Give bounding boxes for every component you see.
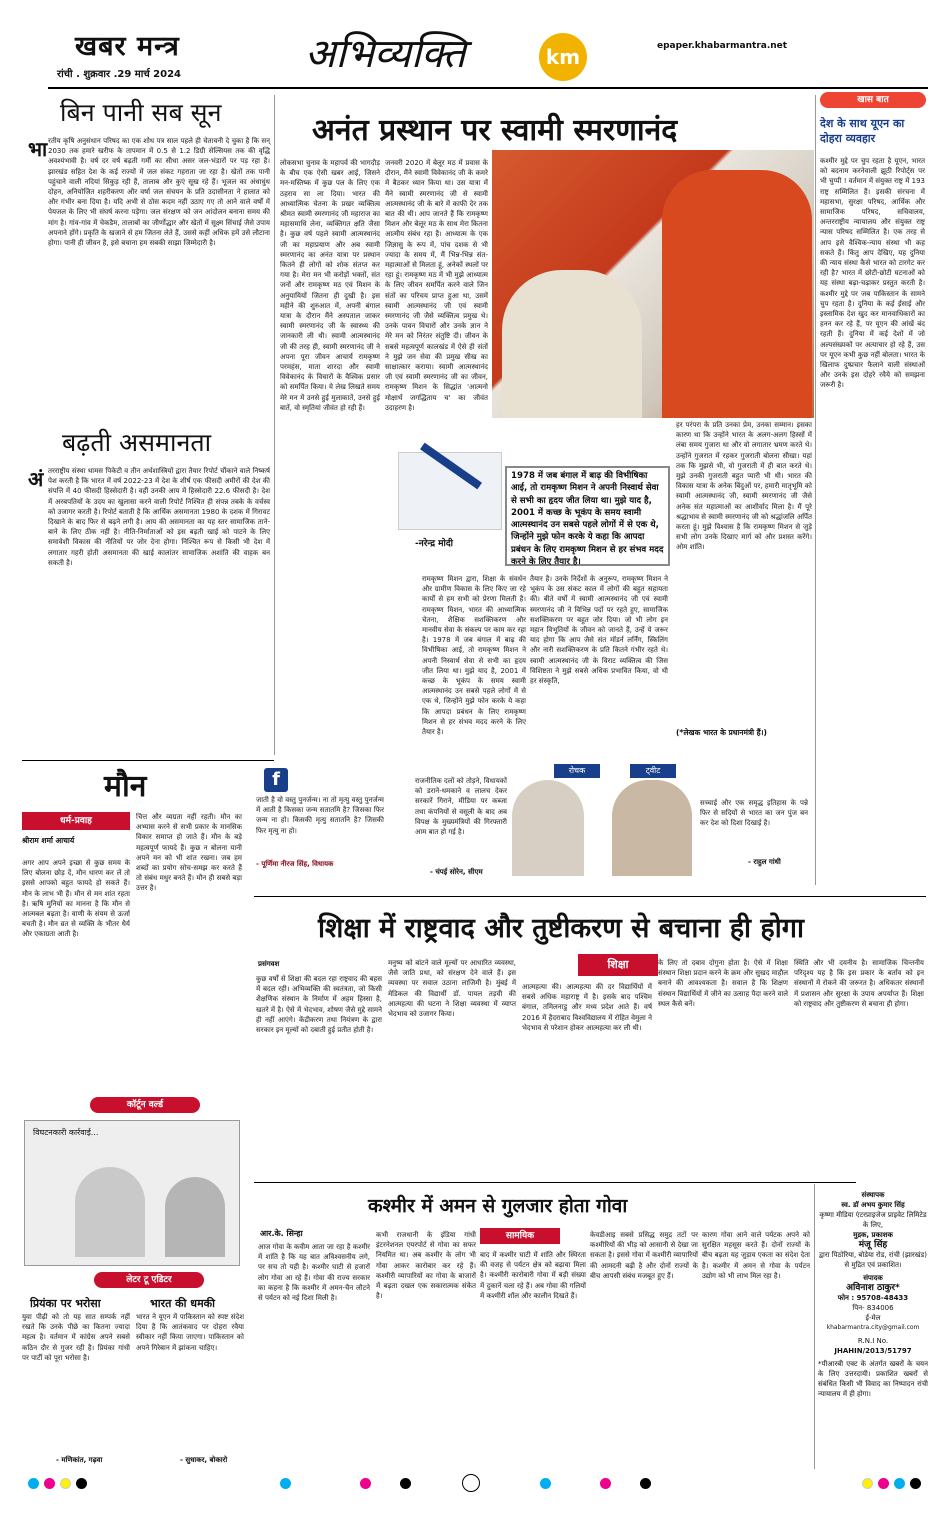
facebook-icon: f xyxy=(264,768,288,792)
pullquote-byline: -नरेन्द्र मोदी xyxy=(415,539,453,549)
shiksha-col2: मनुष्य को बांटने वाले मूल्यों पर आधारित व्यवस्था, जैसे जाति प्रथा, को संरक्षण देने वाले हैं। इस व्यवस्था पर सवाल उठाना लाजिमी है। मुंबई में मेडिकल की विद्यार्थी डॉ. पायल तड़वी की आत्महत्या की घटना ने शिक्षा व्यवस्था में व्याप्त भेदभाव को उजागर किया। xyxy=(388,959,516,1019)
divider xyxy=(815,95,816,885)
editorial2-body: तरराष्ट्रीय संस्था थामस पिकेटी व तीन अर्थशास्त्रियों द्वारा तैयार रिपोर्ट चौंकाने वाले निष्कर्ष पेश करती है कि भारत में वर्ष 2022-23 में देश के शीर्ष एक फीसदी अमीरों की देश की संपत्ति में 40 फीसदी हिस्सेदारी है। वहीं उनकी आय में हिस्सेदारी 22.6 फीसदी है। देश में अरबपतियों के उदय का खुलासा करने वाली रिपोर्ट निश्चित ही संपन्न तबके के वर्चस्व को उजागर करती है। रिपोर्ट बताती है कि आर्थिक असमानता 1980 के दशक में गिरावट दिखाने के बाद फिर से बढ़ने लगी है। आय की असमानता का यह स्तर सामाजिक ताने-बाने के लिए ठीक नहीं है। नीति-निर्माताओं को इस बढ़ती खाई को पाटने के लिए समावेशी विकास की नीतियों पर जोर देना होगा। निश्चित रूप से किसी भी देश में लगातार गहरी होती असमानता की खाई कालांतर सामाजिक अशांति की वाहक बन सकती है। xyxy=(48,467,270,567)
author-note: (*लेखक भारत के प्रधानमंत्री हैं।) xyxy=(676,728,767,737)
cartoon-figure xyxy=(75,1167,145,1257)
paper-name: खबर मन्त्र xyxy=(75,31,180,62)
main-col3: रामकृष्ण मिशन द्वारा, शिक्षा के संवर्धन और ग्रामीण विकास के लिए किए जा रहे कार्यों से हम सभी को प्रेरणा मिलती है। रामकृष्ण मिशन, भारत की आध्यात्मिक चेतना, शैक्षिक सशक्तिकरण और मानवीय सेवा के संकल्प पर काम कर रहा है। 1978 में जब बंगाल में बाढ़ की विभीषिका आई, तो रामकृष्ण मिशन ने अपनी निस्वार्थ सेवा से सभी का हृदय जीत लिया था। मुझे याद है, 2001 में कच्छ के भूकंप के समय स्वामी आत्मस्थानंद उन सबसे पहले लोगों में से एक थे, जिन्होंने मुझे फोन करके ये कहा कि आपदा प्रबंधन के लिए रामकृष्ण मिशन से हर संभव मदद करने के लिए तैयार है। xyxy=(422,575,526,737)
section-rule xyxy=(254,896,926,897)
main-col5: हर परंपरा के प्रति उनका प्रेम, उनका सम्मान। इसका कारण था कि उन्होंने भारत के अलग-अलग हिस्सों में लंबा समय गुजारा था और वो लगातार भ्रमण करते थे। उन्होंने गुजरात में रहकर गुजराती बोलना सीखा। यहां तक कि मुझसे भी, वो गुजराती में ही बात करते थे। मुझे उनकी गुजराती बहुत प्यारी भी थी। भारत की विकास यात्रा के अनेक बिंदुओं पर, हमारी मातृभूमि को स्वामी आत्मस्थानंद जी, स्वामी स्मरणानंद जी जैसे अनेक संत महात्माओं का आशीर्वाद मिला है। मैं पूरे श्रद्धाभाव से स्वामी स्मरणानंद जी को श्रद्धांजलि अर्पित करता हूं। मुझे विश्वास है कि रामकृष्ण मिशन से जुड़े सभी लोग उनके दिखाए मार्ग को और प्रशस्त करेंगे। ओम शांति। xyxy=(676,421,812,552)
moun-title: मौन xyxy=(104,769,147,804)
imprint-line: JHAHIN/2013/51797 xyxy=(834,1347,912,1355)
letter1-body: युवा पीढ़ी को तो यह सात सम्पर्क नहीं रखते कि उनके पीछे का कितना ज्यादा महत्व है। वर्तमान में कांग्रेस अपने सबसे कठिन दौर से गुजर रही है। प्रियंका गांधी पर पार्टी को पूरा भरोसा है। xyxy=(22,1313,130,1362)
editorial1-title: बिन पानी सब सून xyxy=(60,98,222,127)
tweet2-author: - राहुल गांधी xyxy=(748,858,781,866)
section-title: अभिव्यक्ति xyxy=(305,31,466,77)
kashmir-author: आर.के. सिन्हा xyxy=(260,1229,303,1238)
imprint-line: मुद्रक, प्रकाशक xyxy=(853,1231,893,1239)
tweet2-text: सच्चाई और एक समृद्ध इतिहास के पन्ने फिर से सदियों से भारत का जन पुंज बन कर देश को दिशा दिखाई है। xyxy=(700,799,808,828)
registration-dot xyxy=(44,1478,55,1489)
shiksha-col1: कुछ वर्षों से शिक्षा की बदल रहा राष्ट्रवाद की बहस में बदल रही। अभिव्यक्ति की स्वतंत्रता, जो किसी शैक्षणिक संस्थान के निर्माण में अहम हिस्सा है, खतरे में है। ऐसे में भेदभाव, शोषण जैसे मुद्दे सामने ही नहीं आएंगे। केंद्रीकरण तथा नियंत्रण के द्वारा सरकार इन मूल्यों को दबाती हुई प्रतीत होती है। xyxy=(256,975,382,1035)
imprint-line: R.N.I No. xyxy=(857,1337,889,1345)
moun-author: श्रीराम शर्मा आचार्य xyxy=(22,836,75,845)
main-col2: जनवरी 2020 में बेलूर मठ में प्रवास के दौरान, मैंने स्वामी विवेकानंद जी के कमरे में बैठकर ध्यान किया था। उस यात्रा में मैंने स्वामी स्मरणानंद जी से स्वामी आत्मस्थानंद जी के बारे में काफी देर तक बात की थी। आप जानते हैं कि रामकृष्ण मिशन और बेलूर मठ के साथ मेरा कितना आत्मीय संबंध रहा है। आध्यात्म के एक जिज्ञासु के रूप में, पांच दशक से भी ज्यादा के समय में, मैं भिन्न-भिन्न संत-महात्माओं से मिलता हूं, अनेकों स्थलों पर रहा हूं। रामकृष्ण मठ में भी मुझे आध्यात्म के लिए जीवन समर्पित करने वाले जिन संतों का परिचय प्राप्त हुआ था, उसमें स्वामी आत्मस्थानंद जी एवं स्वामी स्मरणानंद जी जैसे व्यक्तित्व प्रमुख थे। उनके पावन विचारों और उनके ज्ञान ने मेरे मन को निरंतर संतुष्टि दी। जीवन के सबसे महत्वपूर्ण कालखंड में ऐसे ही संतों ने मुझे जन सेवा की प्रमुख सीख का साक्षात्कार कराया। स्वामी आत्मस्थानंद जी एवं स्वामी स्मरणानंद जी का जीवन, रामकृष्ण मिशन के सिद्धांत 'आत्मनो मोक्षार्थं जगद्धिताय च' का जीवंत उदाहरण है। xyxy=(385,159,488,412)
imprint-line: संपादक xyxy=(863,1274,883,1282)
letter2-sign: - सुधाकर, बोकारो xyxy=(180,1456,228,1464)
editorial2-title: बढ़ती असमानता xyxy=(62,428,212,457)
tweet1-text: राजनीतिक दलों को तोड़ने, विधायकों को डराने-धमकाने व लालच देकर सरकारें गिराने, मीडिया पर कब्जा तथा कंपनियों से वसूली के बाद अब विपक्ष के मुख्यमंत्रियों की गिरफ्तारी आम बात हो गई है। xyxy=(415,777,507,837)
registration-dot xyxy=(640,1478,651,1489)
imprint-line: संस्थापक xyxy=(861,1191,885,1199)
dateline: रांची . शुक्रवार .29 मार्च 2024 xyxy=(57,69,182,80)
imprint-line: कृष्णा मीडिया एंटरप्राइजेज प्राइवेट लिमिटेड के लिए, xyxy=(819,1211,927,1229)
section-rule xyxy=(22,760,274,761)
cartoon-figure xyxy=(165,1177,225,1257)
registration-dot xyxy=(540,1478,551,1489)
kashmir-col2: कभी राजधानी के इंडिया गांधी इंटरनेशनल एयरपोर्ट से गोवा का सफर नियमित था। अब कश्मीर के लोग भी गोवा आकर कारोबार कर रहे हैं। कश्मीरी व्यापारियों का गोवा के बाजारों में बढ़ता दखल एक सकारात्मक संकेत है। xyxy=(376,1231,476,1301)
letter2-body: भारत ने यूएन में पाकिस्तान को स्पष्ट संदेश दिया है कि आतंकवाद पर दोहरा रवैया स्वीकार नहीं किया जाएगा। पाकिस्तान को अपने गिरेबान में झांकना चाहिए। xyxy=(136,1313,244,1352)
divider xyxy=(814,1184,815,1469)
section-rule xyxy=(254,1182,856,1183)
main-headline: अनंत प्रस्थान पर स्वामी स्मरणानंद xyxy=(312,113,678,148)
kashmir-headline: कश्मीर में अमन से गुलजार होता गोवा xyxy=(368,1195,628,1217)
tweet-label-b: ट्वीट xyxy=(630,764,676,778)
tweet1-photo xyxy=(512,780,584,876)
khasbaat-label: खास बात xyxy=(820,92,926,108)
khasbaat-body: कश्मीर मुद्दे पर चुप रहता है यूएन, भारत को बदनाम करनेवाली झूठी रिपोर्ट्स पर भी चुप्पी ! वर्तमान में संयुक्त राष्ट्र में 193 राष्ट्र सम्मिलित हैं। इसकी संरचना में महासभा, सुरक्षा परिषद, आर्थिक और सामाजिक परिषद, सचिवालय, अन्तरराष्ट्रीय न्यायालय और संयुक्त राष्ट्र न्यास परिषद सम्मिलित है। एक तरह से आप इसे वैश्विक-न्याय संस्था भी कह सकते हैं। किंतु आप देखिए, यह दुनिया की न्याय संस्था कैसे भारत को टारगेट कर रही है? भारत में छोटी-छोटी घटनाओं को यह संस्था बढ़ा-चढ़ाकर प्रस्तुत करती है। कश्मीर मुद्दे पर जब पाकिस्तान के सामने चुप रहता है। दुनिया के कई ईसाई और इस्लामिक देश खुद कर मानवाधिकारों का हनन कर रहे हैं, पर यूएन की आंखें बंद रहती हैं। दुनिया में कई देशों में जो अल्पसंख्यकों पर अत्याचार हो रहे हैं, उस पर यूएन कभी कुछ नहीं बोलता। भारत के खिलाफ दुष्प्रचार फैलाने वाली संस्थाओं और उनके इस दोहरे रवैये को समझना जरूरी है। xyxy=(820,157,925,390)
crosshair-icon xyxy=(462,1474,480,1492)
registration-dot xyxy=(862,1478,873,1489)
main-col4: तैयार है। उनके निर्देशों के अनुरूप, रामकृष्ण मिशन ने भूकंप के उस संकट काल में लोगों की बहुत सहायता की। बीते वर्षों में स्वामी आत्मस्थानंद जी एवं स्वामी स्मरणानंद जी ने विभिन्न पदों पर रहते हुए, सामाजिक सशक्तिकरण पर बहुत जोर दिया। जो भी लोग इन महान विभूतियों के जीवन को जानते हैं, उन्हें ये जरूर याद होगा कि आप जैसे संत मॉडर्न लर्निंग, स्किलिंग और नारी सशक्तिकरण के प्रति कितने गंभीर रहते थे। स्वामी आत्मस्थानंद जी के विराट व्यक्तित्व की जिस विशिष्टता ने मुझे सबसे अधिक प्रभावित किया, वो थी हर संस्कृति, xyxy=(530,575,668,686)
kashmir-col5: कारण गोवा आने वाले पर्यटक अपने को सुरक्षित महसूस करते हैं। दोनों राज्यों के बीच बढ़ता यह जुड़ाव एकता का संदेश देता है। कश्मीर में अमन से गोवा के पर्यटन उद्योग को भी लाभ मिल रहा है। xyxy=(702,1231,810,1280)
letter1-title: प्रियंका पर भरोसा xyxy=(30,1297,101,1310)
letter1-sign: - मणिकांत, गढ़वा xyxy=(56,1456,103,1464)
imprint-line: ई-मेल xyxy=(865,1314,881,1322)
registration-dot xyxy=(878,1478,889,1489)
imprint-line: अविनाश ठाकुर* xyxy=(846,1283,900,1293)
registration-dot xyxy=(60,1478,71,1489)
moun-col1: अगर आप अपने इच्छा से कुछ समय के लिए बोलना छोड़ दें, मौन धारण कर लें तो इससे आपको बहुत फायदे हो सकते हैं। मौन के लाभ भी हैं। मौन से मन शांत रहता है। ऋषि मुनियों का मानना है कि मौन से आत्मबल बढ़ता है। वाणी के संयम से ऊर्जा बचती है। मौन व्रत से व्यक्ति के भीतर धैर्य और एकाग्रता आती है। xyxy=(22,859,130,939)
shiksha-col4: के लिए तो दबाव दोगुना होता है। ऐसे में शिक्षा संस्थान शिक्षा प्रदान करने के क्रम और सुखद माहौल बनाने की आवश्यकता है। सवाल है कि शिक्षण संस्थान विद्यार्थियों में जीने का उत्साह पैदा करने वाले स्थल कैसे बनें। xyxy=(658,959,788,1008)
moun-col2: चित्त और व्यग्रता नहीं रहती। मौन का अभ्यास करने से सभी प्रकार के मानसिक विकार समाप्त हो जाते हैं। मौन के बड़े महत्वपूर्ण फायदे हैं। कुछ न बोलना यानी अपने मन को भी शांत रखना। जब हम शब्दों का प्रयोग सोच-समझ कर करते हैं तो संबंध मधुर बनते हैं। मौन ही सबसे बड़ा उत्तर है। xyxy=(136,813,242,893)
registration-dot xyxy=(600,1478,611,1489)
cartoon-label: कॉर्टून वर्ल्ड xyxy=(90,1097,200,1113)
shiksha-label: शिक्षा xyxy=(578,954,658,976)
shiksha-col5: स्थिति और भी दयनीय है। सामाजिक चिन्तनीय परिदृश्य यह है कि इस प्रकार के बर्ताव को इन संस्थानों में रोकने की जरूरत है। अधिकतर संस्थानों में प्रशासन और सुरक्षा के उपाय अपर्याप्त हैं। शिक्षा को राष्ट्रवाद और तुष्टीकरण से बचाना ही होगा। xyxy=(794,959,924,1008)
cartoon-caption: विघटनकारी कार्रवाई... xyxy=(33,1128,99,1137)
facebook-author: - पूर्णिमा नीरज सिंह, विधायक xyxy=(256,860,334,868)
imprint-line: फोन : 95708-48433 xyxy=(837,1294,909,1302)
kashmir-col4: केवडीआइ सबसे प्रसिद्ध समुद्र तटों पर कश्मीरियों की भीड़ को आसानी से देखा जा सकता है। इससे गोवा में कश्मीरी व्यापारियों की आमदनी बढ़ी है और दोनों राज्यों के बीच आपसी संबंध मजबूत हुए हैं। xyxy=(590,1231,698,1280)
registration-dot xyxy=(894,1478,905,1489)
registration-dot xyxy=(400,1478,411,1489)
facebook-quote: जाती है वो वस्तु पुनर्जन्म। ना तो मृत्यु वस्तु पुनर्जन्म में आती है किसका जन्म सतातमि है? जिसका फिर जन्म ना हो। किसकी मृत्यु सतातनि है? जिसकी फिर मृत्यु ना हो। xyxy=(256,796,384,835)
shiksha-col3: आत्महत्या की। आत्महत्या की दर विद्यार्थियों में सबसे अधिक महाराष्ट्र में है। इसके बाद पश्चिम बंगाल, तमिलनाडु और मध्य प्रदेश आते हैं। वर्ष 2016 में हैदराबाद विश्वविद्यालय में रोहित वेमुला ने भेदभाव से परेशान होकर आत्महत्या कर ली थी। xyxy=(522,983,652,1032)
photo-figure-right xyxy=(662,170,812,418)
epaper-url[interactable]: epaper.khabarmantra.net xyxy=(657,41,788,51)
shiksha-sublabel: प्रसंगवश xyxy=(258,960,280,968)
kashmir-col1: आज गोवा के कवीम आता जा रहा है कश्मीर में शांति है कि यह बात अविश्वसनीय लगे, पर सच तो यही है। कश्मीर घाटी से हजारों लोग गोवा आ रहे हैं। गोवा की राज्य सरकार का कहना है कि कश्मीर में अमन-चैन लौटने से पर्यटन को नई दिशा मिली है। xyxy=(258,1243,370,1303)
photo-figure-left xyxy=(502,270,642,418)
khasbaat-title: देश के साथ यूएन का दोहरा व्यवहार xyxy=(820,117,905,145)
logo-icon: km xyxy=(539,33,587,81)
tweet2-photo xyxy=(612,780,692,876)
divider xyxy=(274,95,275,755)
letter2-title: भारत की धमकी xyxy=(150,1297,215,1310)
imprint-line: स्व. डॉ अभय कुमार सिंह xyxy=(841,1201,905,1209)
tweet1-author: - चंपई सोरेन, सीएम xyxy=(430,868,483,876)
letters-label: लेटर टू एडिटर xyxy=(94,1272,204,1288)
editorial2-dropcap: अं xyxy=(28,467,44,491)
registration-dot xyxy=(280,1478,291,1489)
editorial1-body: रतीय कृषि अनुसंधान परिषद का एक शोध पत्र साल पहले ही चेतावनी दे चुका है कि सन् 2030 तक हमारे खरीफ के तापमान में 0.5 से 1.2 डिग्री सेल्सियस तक की वृद्धि अवश्यंभावी है। वर्ष दर वर्ष बढ़ती गर्मी का सीधा असर जल-भंडारों पर पड़ रहा है। झारखंड सहित देश के कई राज्यों में जल संकट गहराता जा रहा है। खेतों तक पानी पहुंचाने वाली नदियां सिकुड़ रही हैं, तालाब और कुएं सूख रहे हैं। भूजल का अंधाधुंध दोहन, अनियोजित शहरीकरण और वर्षा जल संचयन के प्रति उदासीनता ने हालात को और गंभीर बना दिया है। यदि अभी से ठोस कदम नहीं उठाए गए तो आने वाले वर्षों में पेयजल के लिए भी संघर्ष करना पड़ेगा। जल संरक्षण को जन आंदोलन बनाना समय की मांग है। गांव-गांव में चेकडैम, तालाबों का जीर्णोद्धार और खेतों में सूक्ष्म सिंचाई जैसे उपाय अपनाने होंगे। प्रकृति के खजाने से हम जितना लेते हैं, उससे कहीं अधिक हमें उसे लौटाना होगा। पानी ही जीवन है, इसे बचाना हम सबकी साझा जिम्मेदारी है। xyxy=(48,137,270,248)
editorial1-dropcap: भा xyxy=(28,137,48,161)
registration-dot xyxy=(76,1478,87,1489)
pullquote: 1978 में जब बंगाल में बाढ़ की विभीषिका आई, तो रामकृष्ण मिशन ने अपनी निस्वार्थ सेवा से सभी का हृदय जीत लिया था। मुझे याद है, 2001 में कच्छ के भूकंप के समय स्वामी आत्मस्थानंद उन सबसे पहले लोगों में से एक थे, जिन्होंने मुझे फोन करके ये कहा कि आपदा प्रबंधन के लिए रामकृष्ण मिशन से हर संभव मदद करने के लिए तैयार है। xyxy=(505,466,670,566)
cartoon-image xyxy=(24,1120,240,1266)
imprint-line: *पीआरबी एक्ट के अंतर्गत खबरों के चयन के लिए उत्तरदायी। प्रकाशित खबरों से संबंधित किसी भी विवाद का निष्पादन रांची न्यायालय में ही होगा। xyxy=(818,1360,928,1398)
registration-dot xyxy=(28,1478,39,1489)
moun-label: धर्म-प्रवाह xyxy=(22,812,130,830)
registration-dot xyxy=(360,1478,371,1489)
imprint-line: पिन- 834006 xyxy=(852,1304,894,1312)
imprint-line: द्वारा पिठोरिया, बोडेया रोड, रांची (झारखंड) से मुद्रित एवं प्रकाशित। xyxy=(819,1251,927,1269)
main-photo xyxy=(492,150,814,418)
masthead-rule xyxy=(48,87,928,89)
kashmir-label: सामयिक xyxy=(480,1228,560,1244)
registration-dot xyxy=(910,1478,921,1489)
tweet-label-a: रोचक xyxy=(554,764,600,778)
kashmir-col3: बाद में कश्मीर घाटी में शांति और स्थिरता की वजह से पर्यटन क्षेत्र को बढ़ावा मिला है। कश्मीरी कारोबारी गोवा में बड़ी संख्या में दुकानें चला रहे हैं। अब गोवा की गलियों में कश्मीरी शॉल और कालीन दिखते हैं। xyxy=(480,1251,586,1300)
main-col1: लोकसभा चुनाव के महापर्व की भागदौड़ के बीच एक ऐसी खबर आई, जिसने मन-मस्तिष्क में कुछ पल के लिए एक ठहराव सा ला दिया। भारत की आध्यात्मिक चेतना के प्रखर व्यक्तित्व श्रीमत स्वामी स्मरणानंद जी महाराज का महासमाधि लेना, व्यक्तिगत क्षति जैसा है। कुछ वर्ष पहले स्वामी आत्मस्थानंद जी का महाप्रयाण और अब स्वामी स्मरणानंद का अनंत यात्रा पर प्रस्थान कितने ही लोगों को शोक संतप्त कर गया है। मेरा मन भी करोड़ों भक्तों, संत जनों और रामकृष्ण मठ एवं मिशन के अनुयायियों जितना ही दुखी है। इस महीने की शुरुआत में, अपनी बंगाल यात्रा के दौरान मैंने अस्पताल जाकर स्वामी स्मरणानंद जी के स्वास्थ्य की जानकारी ली थी। स्वामी आत्मस्थानंद जी की तरह ही, स्वामी स्मरणानंद जी ने अपना पूरा जीवन आचार्य रामकृष्ण परमहंस, माता शारदा और स्वामी विवेकानंद के विचारों के वैश्विक प्रसार को समर्पित किया। ये लेख लिखते समय मेरे मन में उनसे हुई मुलाकातें, उनसे हुई बातें, वो स्मृतियां जीवंत हो रही हैं। xyxy=(280,159,380,412)
imprint-block xyxy=(818,1190,928,1399)
imprint-line: khabarmantra.city@gmail.com xyxy=(826,1324,920,1331)
imprint-line: मंजू सिंह xyxy=(858,1240,888,1250)
shiksha-headline: शिक्षा में राष्ट्रवाद और तुष्टीकरण से बचाना ही होगा xyxy=(318,913,804,944)
